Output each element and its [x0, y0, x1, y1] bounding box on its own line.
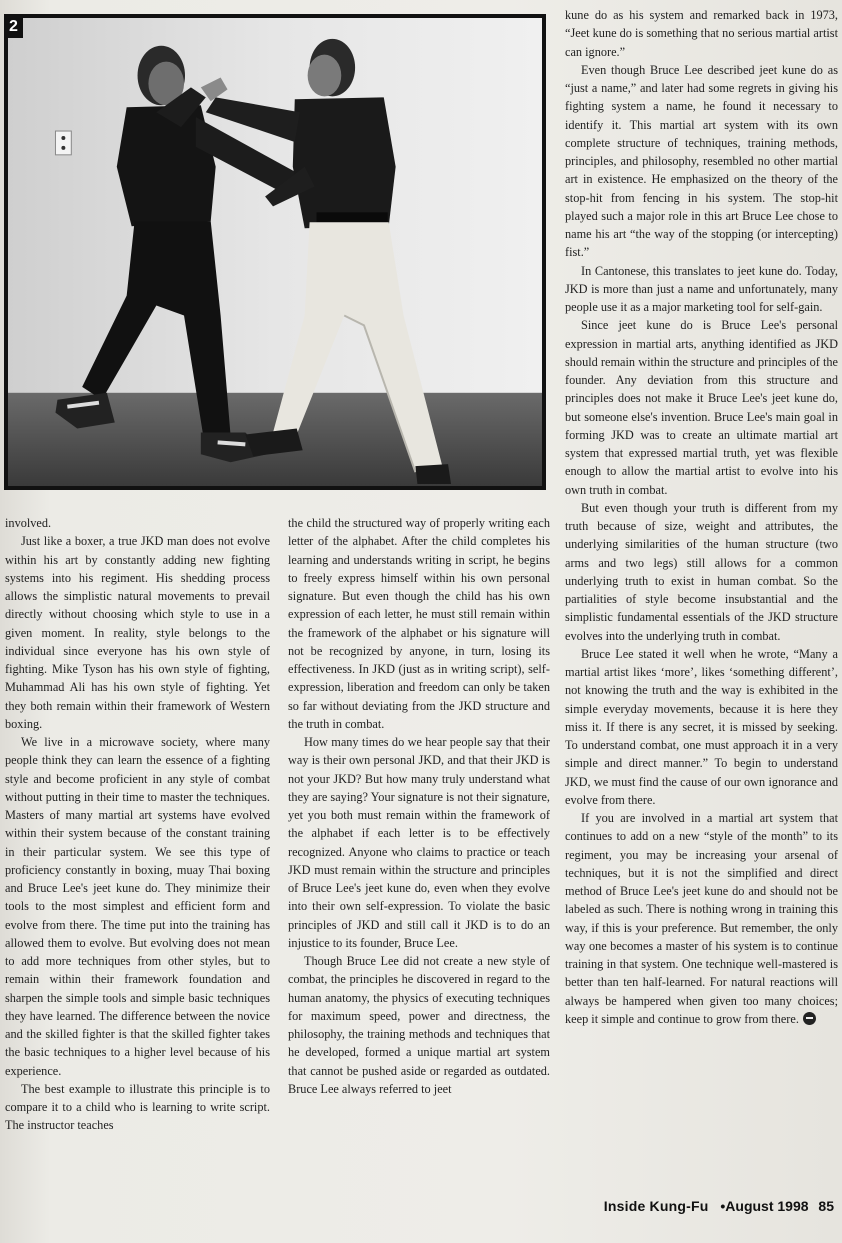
issue-date: •August 1998: [720, 1198, 809, 1214]
article-column-3: [565, 6, 838, 1028]
paragraph: In Cantonese, this translates to jeet kune do. Today, JKD is more than just a name and unfortunately, many people use it as a major marketing tool for self-gain.: [565, 263, 838, 314]
article-column-1: [5, 514, 270, 1135]
photo-illustration: [8, 18, 542, 486]
figure-number-badge: 2: [4, 16, 23, 38]
paragraph: Though Bruce Lee did not create a new style of combat, the principles he discovered in regard to the human anatomy, the physics of executing techniques for maximum speed, power and directness, the philosophy, the training methods and techniques that he developed, formed a unique martial art system that cannot be pushed aside or regarded as outdated. Bruce Lee always referred to jeet: [288, 954, 550, 1096]
magazine-name: Inside Kung-Fu: [603, 1198, 709, 1214]
paragraph: How many times do we hear people say that their way is their own personal JKD, and that their JKD is not your JKD? But how many truly understand what they are saying? Your signature is not their signature, yet you both must remain within the framework of the alphabet if each letter is to be effectively recognized. Anyone who claims to practice or teach JKD must remain within the structure and principles of Bruce Lee's jeet kune do, even when they evolve into their own self-expression. To violate the basic principles of JKD and still call it JKD is to do an injustice to its founder, Bruce Lee.: [288, 735, 550, 950]
paragraph: involved.: [5, 516, 52, 530]
page-number: 85: [818, 1198, 834, 1214]
paragraph: kune do as his system and remarked back in 1973, “Jeet kune do is something that no serious martial artist can ignore.”: [565, 8, 838, 59]
paragraph: Since jeet kune do is Bruce Lee's personal expression in martial arts, anything identified as JKD should remain within the structure and principles of the founder. Any deviation from this structure and principles does not make it Bruce Lee's jeet kune do, but someone else's invention. Bruce Lee's main goal in forming JKD was to create an ultimate martial art system that expressed martial truth, yet was flexible enough to allow the martial artist to evolve into his own truth in combat.: [565, 318, 838, 497]
photo-frame: [4, 14, 546, 490]
paragraph: Bruce Lee stated it well when he wrote, “Many a martial artist likes ‘more’, likes ‘something different’, not knowing the truth and the way is exhibited in the simple everyday movements, because it is here they miss it. If there is any secret, it is missed by seeking. To understand combat, one must approach it in a very simple and direct manner.” To begin to understand JKD, we must find the cause of our own ignorance and evolve from there.: [565, 646, 838, 807]
paragraph: the child the structured way of properly writing each letter of the alphabet. After the child completes his learning and understands writing in script, he begins to freely express himself within his own personal signature. But even though the child has his own expression of each letter, he must still remain within the framework of the alphabet or his signature will not be recognized by anyone, in turn, losing its effectiveness. In JKD (just as in writing script), self-expression, liberation and freedom can only be taken so far without deviating from the JKD structure and the truth in combat.: [288, 516, 550, 731]
article-column-2: [288, 514, 550, 1098]
paragraph: Even though Bruce Lee described jeet kune do as “just a name,” and later had some regrets in giving his fighting system a name, he found it necessary to identify it. This martial art system with its own complete structure of techniques, training methods, principles, and philosophy, resembled no other martial art in existence. He emphasized on the theory of the stop-hit from fencing in his system. The stop-hit played such a major role in this art Bruce Lee chose to name his art “the way of the stopping (or intercepting) fist.”: [565, 62, 838, 260]
paragraph: We live in a microwave society, where many people think they can learn the essence of a fighting style and become proficient in any style of combat without putting in their time to master the techniques. Masters of many martial art systems have evolved within their system because of the constant training in their particular system. We see this type of proficiency constantly in boxing, muay Thai boxing and Bruce Lee's jeet kune do. They minimize their tools to the most simplest and efficient form and evolve from there. The time put into the training has allowed them to evolve. But evolving does not mean to add more techniques from other styles, but to remain within their framework foundation and sharpen the simple tools and simple basic techniques they have learned. The difference between the novice and the skilled fighter is that the skilled fighter takes the basic techniques to a higher level because of his experience.: [5, 735, 270, 1078]
paragraph: The best example to illustrate this principle is to compare it to a child who is learning to write script. The instructor teaches: [5, 1081, 270, 1133]
end-of-article-icon: [803, 1012, 816, 1025]
paragraph: But even though your truth is different from my truth because of size, weight and attributes, the underlying similarities of the human structure (two arms and two legs) still allows for a common underlying truth to exist in human combat. So the partialities of style become insubstantial and the simplistic fundamental essentials of the JKD structure evolves into the underlying truth in combat.: [565, 500, 838, 643]
paragraph: Just like a boxer, a true JKD man does not evolve within his art by constantly adding new fighting systems into his regiment. His shedding process allows the simplistic natural movements to prevail directly without choosing which style to use in a given moment. In reality, style belongs to the individual since everyone has his own style of fighting. Mike Tyson has his own style of fighting, Muhammad Ali has his own style of fighting. Yet they both remain within their framework of Western boxing.: [5, 534, 270, 731]
martial-arts-photo: [8, 18, 542, 486]
paragraph-text: If you are involved in a martial art system that continues to add on a new “style of the month” to its regiment, you may be increasing your arsenal of techniques, but it is not the simplified and direct method of Bruce Lee's jeet kune do and should not be labeled as such. There is nothing wrong in training this way, if this is your preference. But remember, the only way one becomes a master of his system is to continue training in that system. One technique well-mastered is better than ten half-learned. For natural reactions will always be hampered when given too many choices; keep it simple and continue to grow from there.: [565, 811, 838, 1026]
final-paragraph: [565, 809, 838, 1028]
page-footer: [604, 1198, 834, 1222]
